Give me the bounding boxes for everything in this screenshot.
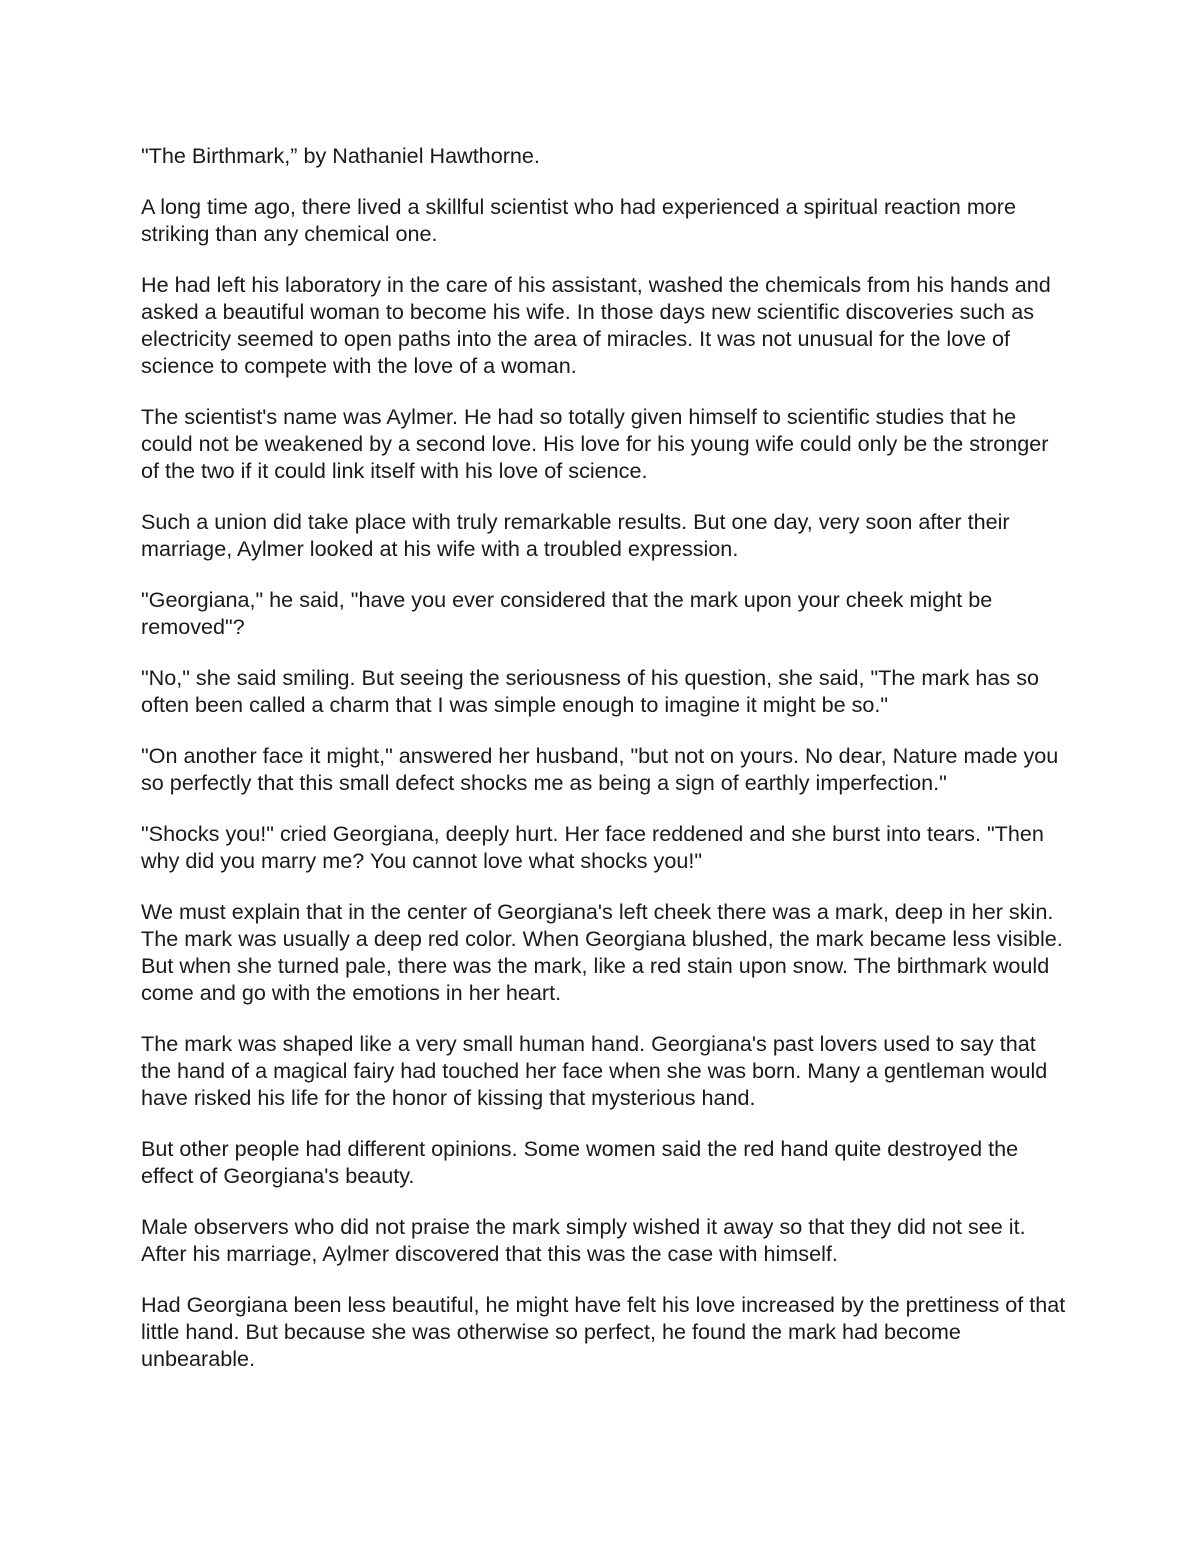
paragraph-5: "Georgiana," he said, "have you ever considered that the mark upon your cheek might be removed"? — [141, 587, 993, 639]
document-page — [141, 142, 1071, 1396]
paragraph-3: The scientist's name was Aylmer. He had so totally given himself to scientific studies that he could not be weakened by a second love. His love for his young wife could only be the stronger of the two if it could link itself with his love of science. — [141, 404, 1049, 483]
paragraph-8: "Shocks you!" cried Georgiana, deeply hurt. Her face reddened and she burst into tears. "Then why did you marry me? You cannot love what shocks you!" — [141, 821, 1044, 873]
paragraph-1: A long time ago, there lived a skillful scientist who had experienced a spiritual reaction more striking than any chemical one. — [141, 194, 1017, 246]
document-title: "The Birthmark,” by Nathaniel Hawthorne. — [141, 143, 540, 168]
paragraph-11: But other people had different opinions. Some women said the red hand quite destroyed the effect of Georgiana's beauty. — [141, 1136, 1019, 1188]
paragraph-7: "On another face it might," answered her husband, "but not on yours. No dear, Nature made you so perfectly that this small defect shocks me as being a sign of earthly imperfection." — [141, 743, 1059, 795]
paragraph-6: "No," she said smiling. But seeing the seriousness of his question, she said, "The mark has so often been called a charm that I was simple enough to imagine it might be so." — [141, 665, 1039, 717]
paragraph-10: The mark was shaped like a very small human hand. Georgiana's past lovers used to say that the hand of a magical fairy had touched her face when she was born. Many a gentleman would have risked his life for the honor of kissing that mysterious hand. — [141, 1031, 1048, 1110]
paragraph-13: Had Georgiana been less beautiful, he might have felt his love increased by the prettiness of that little hand. But because she was otherwise so perfect, he found the mark had become unbearable. — [141, 1292, 1066, 1371]
paragraph-9: We must explain that in the center of Georgiana's left cheek there was a mark, deep in her skin. The mark was usually a deep red color. When Georgiana blushed, the mark became less visible. But when she turned pale, there was the mark, like a red stain upon snow. The birthmark would come and go with the emotions in her heart. — [141, 899, 1063, 1005]
paragraph-12: Male observers who did not praise the mark simply wished it away so that they did not see it. After his marriage, Aylmer discovered that this was the case with himself. — [141, 1214, 1026, 1266]
paragraph-2: He had left his laboratory in the care of his assistant, washed the chemicals from his hands and asked a beautiful woman to become his wife. In those days new scientific discoveries such as electricity seemed to open paths into the area of miracles. It was not unusual for the love of science to compete with the love of a woman. — [141, 272, 1051, 378]
paragraph-4: Such a union did take place with truly remarkable results. But one day, very soon after their marriage, Aylmer looked at his wife with a troubled expression. — [141, 509, 1010, 561]
